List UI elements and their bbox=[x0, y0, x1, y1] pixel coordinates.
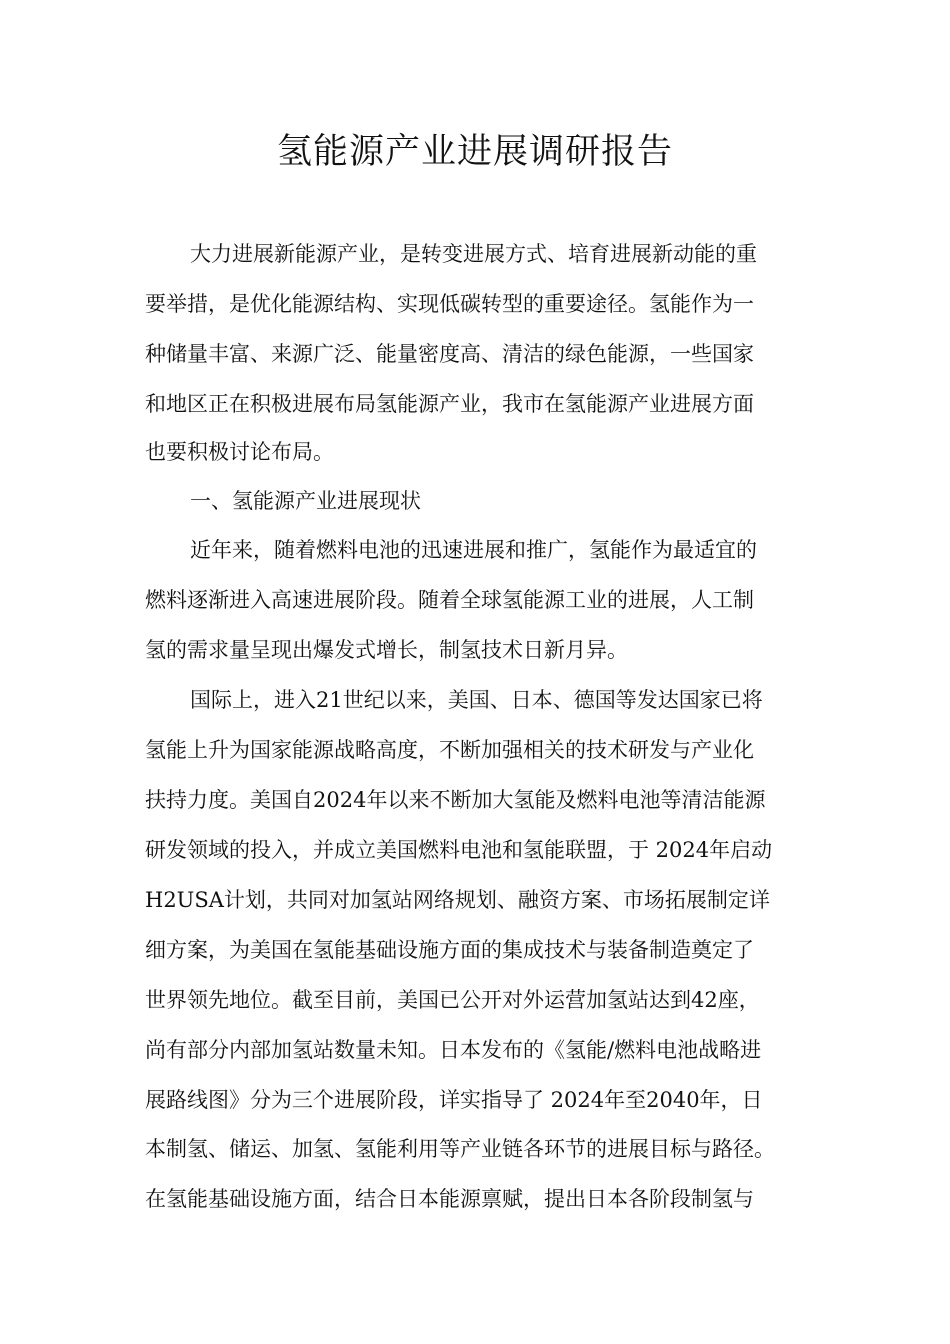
body-line: 在氢能基础设施方面，结合日本能源禀赋，提出日本各阶段制氢与 bbox=[145, 1187, 754, 1211]
body-line: 种储量丰富、来源广泛、能量密度高、清洁的绿色能源，一些国家 bbox=[145, 342, 754, 366]
body-line: 大力进展新能源产业，是转变进展方式、培育进展新动能的重 bbox=[190, 242, 757, 266]
body-line: 展路线图》分为三个进展阶段，详实指导了 2024年至2040年，日 bbox=[145, 1088, 763, 1112]
section-heading: 一、氢能源产业进展现状 bbox=[190, 489, 421, 513]
body-line: 细方案，为美国在氢能基础设施方面的集成技术与装备制造奠定了 bbox=[145, 938, 754, 962]
body-line: 国际上，进入21世纪以来，美国、日本、德国等发达国家已将 bbox=[190, 688, 763, 712]
body-line: 本制氢、储运、加氢、氢能利用等产业链各环节的进展目标与路径。 bbox=[145, 1137, 775, 1161]
document-title: 氢能源产业进展调研报告 bbox=[276, 132, 673, 172]
body-line: 氢能上升为国家能源战略高度，不断加强相关的技术研发与产业化 bbox=[145, 738, 754, 762]
body-line: 也要积极讨论布局。 bbox=[145, 440, 334, 464]
body-line: 近年来，随着燃料电池的迅速进展和推广，氢能作为最适宜的 bbox=[190, 538, 757, 562]
body-line: 要举措，是优化能源结构、实现低碳转型的重要途径。氢能作为一 bbox=[145, 292, 754, 316]
body-line: 扶持力度。美国自2024年以来不断加大氢能及燃料电池等清洁能源 bbox=[145, 788, 766, 812]
body-line: 尚有部分内部加氢站数量未知。日本发布的《氢能/燃料电池战略进 bbox=[145, 1038, 762, 1062]
body-line: 研发领域的投入，并成立美国燃料电池和氢能联盟，于 2024年启动 bbox=[145, 838, 773, 862]
body-line: H2USA计划，共同对加氢站网络规划、融资方案、市场拓展制定详 bbox=[145, 888, 770, 912]
body-line: 和地区正在积极进展布局氢能源产业，我市在氢能源产业进展方面 bbox=[145, 392, 754, 416]
body-line: 氢的需求量呈现出爆发式增长，制氢技术日新月异。 bbox=[145, 638, 628, 662]
body-line: 世界领先地位。截至目前，美国已公开对外运营加氢站达到42座， bbox=[145, 988, 760, 1012]
body-line: 燃料逐渐进入高速进展阶段。随着全球氢能源工业的进展，人工制 bbox=[145, 588, 754, 612]
